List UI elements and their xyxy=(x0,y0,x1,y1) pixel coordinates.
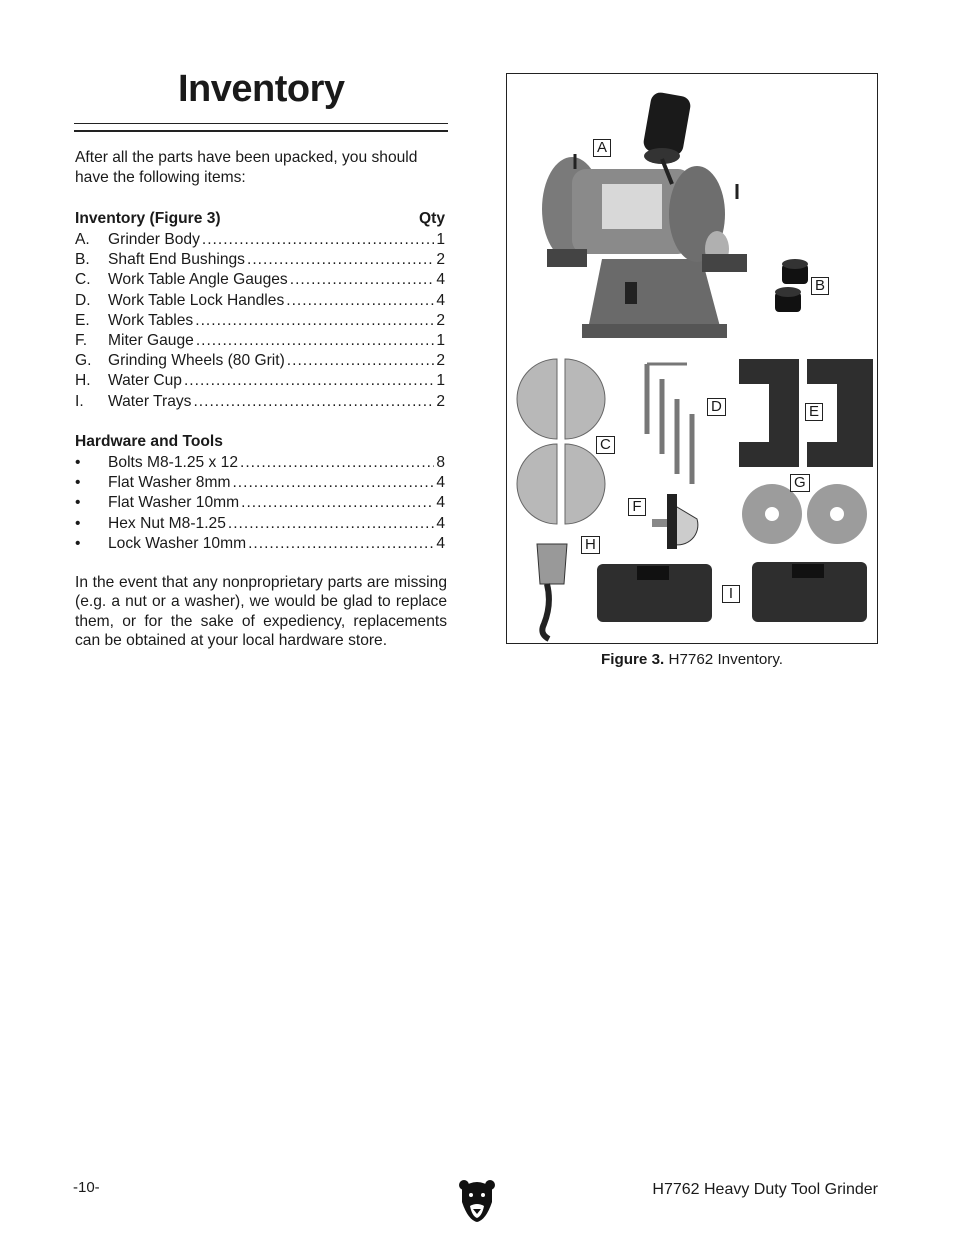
list-item xyxy=(75,534,445,554)
list-item-qty: 1 xyxy=(436,231,445,248)
leader-dots xyxy=(195,311,434,331)
figure-label-i: I xyxy=(722,585,740,603)
list-item-marker: I. xyxy=(75,392,84,410)
leader-dots xyxy=(193,392,434,412)
figure-label-f: F xyxy=(628,498,646,516)
hardware-heading xyxy=(75,433,445,451)
intro-paragraph: After all the parts have been upacked, you should have the following items: xyxy=(75,149,418,187)
grinding-wheels-illustration xyxy=(742,484,867,544)
title-rule-bottom xyxy=(74,130,448,132)
figure-caption xyxy=(506,651,878,668)
angle-gauges-illustration xyxy=(517,359,605,524)
list-item-name: Bolts M8-1.25 x 12 xyxy=(108,454,239,471)
list-item xyxy=(75,270,445,290)
product-name: H7762 Heavy Duty Tool Grinder xyxy=(652,1181,878,1198)
list-item-marker: F. xyxy=(75,331,88,349)
figure-label-e: E xyxy=(805,403,823,421)
list-item-qty: 4 xyxy=(436,494,445,512)
page-number: -10- xyxy=(73,1179,100,1196)
leader-dots xyxy=(202,230,434,250)
inventory-list xyxy=(75,230,445,412)
list-item-marker: A. xyxy=(75,231,90,248)
title-rule-top xyxy=(74,123,448,124)
list-item-marker: C. xyxy=(75,271,91,289)
list-item-qty: 8 xyxy=(436,454,445,471)
list-item-qty: 4 xyxy=(436,291,445,309)
list-item-marker: • xyxy=(75,494,81,512)
list-item-marker: G. xyxy=(75,352,92,370)
list-item-name: Grinder Body xyxy=(108,231,200,248)
list-item-name: Water Trays xyxy=(108,392,192,410)
inventory-heading-label: Inventory (Figure 3) xyxy=(75,210,221,227)
leader-dots xyxy=(240,453,434,473)
list-item-qty: 1 xyxy=(436,331,445,349)
inventory-heading xyxy=(75,210,445,228)
list-item-name: Hex Nut M8-1.25 xyxy=(108,514,226,532)
inventory-figure xyxy=(506,73,878,644)
list-item xyxy=(75,493,445,513)
leader-dots xyxy=(286,291,434,311)
leader-dots xyxy=(232,473,434,493)
list-item-name: Grinding Wheels (80 Grit) xyxy=(108,352,285,370)
list-item-name: Work Tables xyxy=(108,311,194,329)
figure-caption-number: Figure 3. xyxy=(600,651,665,668)
list-item-marker: B. xyxy=(75,251,90,269)
list-item-qty: 2 xyxy=(436,352,445,370)
list-item-name: Work Table Lock Handles xyxy=(108,291,285,309)
water-cup-illustration xyxy=(537,544,567,639)
hardware-list xyxy=(75,453,445,554)
leader-dots xyxy=(248,534,434,554)
figure-label-g: G xyxy=(790,474,810,492)
list-item-qty: 4 xyxy=(436,534,445,552)
list-item xyxy=(75,331,445,351)
list-item xyxy=(75,473,445,493)
lock-handles-illustration xyxy=(647,364,692,484)
list-item-qty: 4 xyxy=(436,474,445,492)
list-item-marker: E. xyxy=(75,311,90,329)
miter-gauge-illustration xyxy=(652,494,698,549)
list-item-name: Flat Washer 8mm xyxy=(108,474,231,492)
leader-dots xyxy=(247,250,434,270)
list-item xyxy=(75,351,445,371)
list-item-marker: • xyxy=(75,514,81,532)
grizzly-bear-logo xyxy=(458,1178,496,1222)
list-item-name: Flat Washer 10mm xyxy=(108,494,240,512)
leader-dots xyxy=(290,270,435,290)
list-item-marker: • xyxy=(75,454,81,471)
list-item-name: Water Cup xyxy=(108,372,182,390)
list-item xyxy=(75,392,445,412)
leader-dots xyxy=(184,371,434,391)
leader-dots xyxy=(196,331,435,351)
list-item xyxy=(75,250,445,270)
list-item xyxy=(75,311,445,331)
list-item-marker: • xyxy=(75,474,81,492)
list-item-qty: 2 xyxy=(436,251,445,269)
leader-dots xyxy=(228,514,434,534)
figure-label-d: D xyxy=(707,398,726,416)
list-item xyxy=(75,453,445,473)
qty-heading: Qty xyxy=(419,210,445,227)
list-item-name: Miter Gauge xyxy=(108,331,194,349)
hardware-heading-label: Hardware and Tools xyxy=(75,433,223,450)
list-item-marker: • xyxy=(75,534,81,552)
list-item-qty: 2 xyxy=(436,311,445,329)
grinder-body-illustration xyxy=(542,91,747,338)
list-item xyxy=(75,291,445,311)
list-item xyxy=(75,371,445,391)
list-item-qty: 2 xyxy=(436,392,445,410)
page-title: Inventory xyxy=(178,68,345,110)
figure-label-h: H xyxy=(581,536,600,554)
list-item-qty: 1 xyxy=(436,372,445,390)
list-item-name: Shaft End Bushings xyxy=(108,251,245,269)
list-item-qty: 4 xyxy=(436,514,445,532)
figure-label-b: B xyxy=(811,277,829,295)
figure-label-a: A xyxy=(593,139,611,157)
list-item-name: Work Table Angle Gauges xyxy=(108,271,288,289)
figure-label-c: C xyxy=(596,436,615,454)
leader-dots xyxy=(241,493,434,513)
list-item-marker: H. xyxy=(75,372,91,390)
list-item-name: Lock Washer 10mm xyxy=(108,534,247,552)
leader-dots xyxy=(287,351,435,371)
figure-caption-text: H7762 Inventory. xyxy=(664,651,784,668)
list-item xyxy=(75,514,445,534)
list-item-marker: D. xyxy=(75,291,91,309)
inventory-photo xyxy=(507,74,876,642)
list-item xyxy=(75,230,445,250)
shaft-bushings-illustration xyxy=(775,259,808,312)
closing-paragraph: In the event that any nonproprietary parts are missing (e.g. a nut or a washer), we would be glad to replace them, or for the sake of expediency, replacements can be obtained at your local hardware store. xyxy=(75,574,447,650)
list-item-qty: 4 xyxy=(436,271,445,289)
